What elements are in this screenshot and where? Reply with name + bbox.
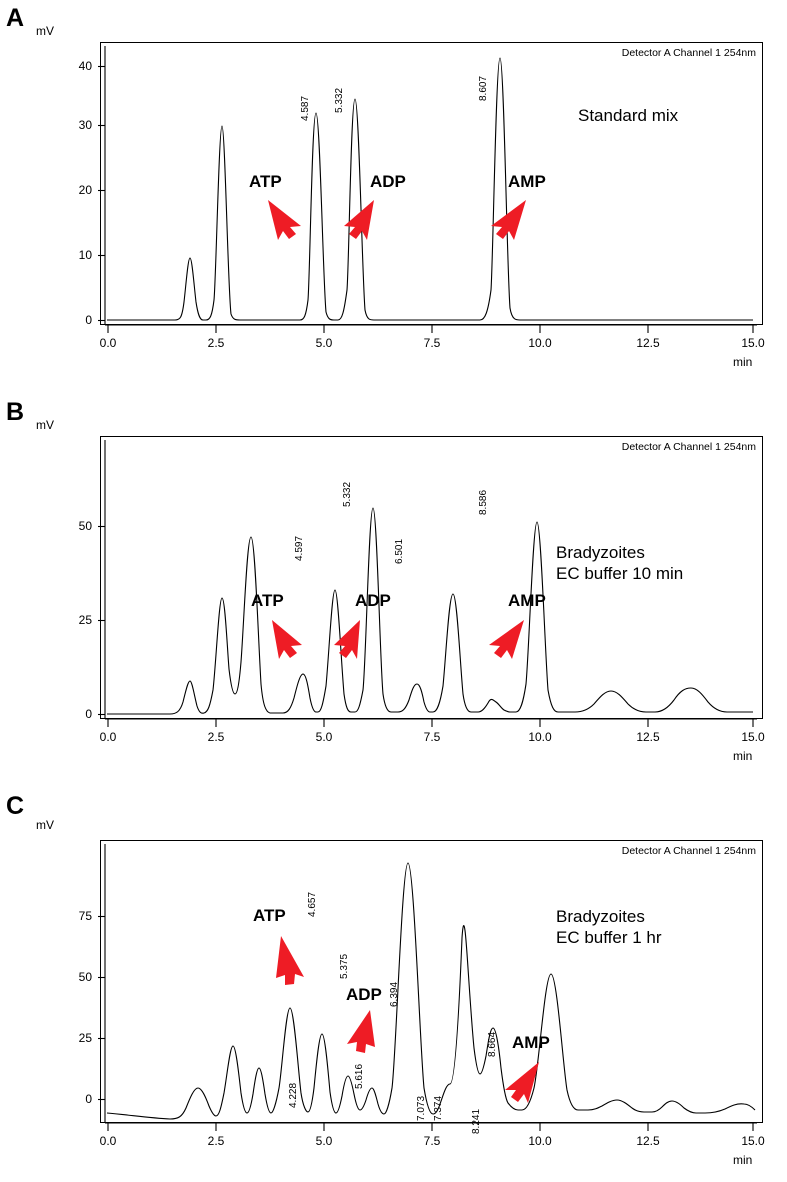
panel-c-letter: C	[6, 792, 25, 820]
panel-c-peak-label-5616: 5.616	[354, 1063, 365, 1089]
panel-c-sample-line-1: Bradyzoites	[556, 907, 645, 926]
panel-a-ytick-2: 20	[78, 183, 92, 197]
panel-a-ytick-3: 30	[78, 118, 92, 132]
panel-a-chart-svg	[0, 0, 787, 394]
panel-b-x-axis-label: min	[733, 749, 753, 763]
panel-b-chart-svg	[0, 394, 787, 788]
panel-a-annotation-adp: ADP	[370, 172, 406, 191]
panel-b-peak-label-4: 8.586	[478, 489, 489, 515]
panel-b-peak-label-3: 6.501	[394, 538, 405, 564]
panel-c-xtick-5: 12.5	[636, 1134, 660, 1148]
panel-c-arrow-amp	[505, 1062, 539, 1103]
panel-c-x-axis-label: min	[733, 1153, 753, 1167]
panel-c-xtick-6: 15.0	[741, 1134, 765, 1148]
panel-b-xtick-4: 10.0	[528, 730, 552, 744]
panel-a-letter: A	[6, 4, 25, 32]
panel-b-arrow-atp	[272, 620, 302, 659]
panel-c-xtick-1: 2.5	[207, 1134, 225, 1148]
panel-b	[0, 394, 787, 788]
panel-b-xtick-1: 2.5	[207, 730, 225, 744]
panel-a-peak-label-3: 8.607	[478, 75, 489, 101]
panel-b-detector-text: Detector A Channel 1 254nm	[621, 441, 756, 453]
panel-b-peak-label-2: 5.332	[342, 481, 353, 507]
panel-c-ytick-3: 75	[78, 909, 92, 923]
panel-b-xtick-3: 7.5	[423, 730, 441, 744]
panel-c-peak-label-8664: 8.664	[487, 1031, 498, 1057]
panel-a-sample-line-1: Standard mix	[578, 106, 679, 125]
panel-a-x-axis-label: min	[733, 355, 753, 369]
panel-c-xtick-2: 5.0	[315, 1134, 333, 1148]
panel-b-peak-label-1: 4.597	[294, 535, 305, 561]
panel-a-peak-label-2: 5.332	[334, 87, 345, 113]
panel-b-letter: B	[6, 398, 25, 426]
panel-c-peak-label-7374: 7.374	[433, 1095, 444, 1121]
panel-a-annotation-atp: ATP	[249, 172, 282, 191]
panel-a-arrow-amp	[491, 200, 526, 240]
panel-a	[0, 0, 787, 394]
panel-c-annotation-adp: ADP	[346, 985, 382, 1004]
panel-b-arrow-adp	[334, 620, 360, 659]
panel-a-ytick-0: 0	[85, 313, 92, 327]
panel-a-xtick-6: 15.0	[741, 336, 765, 350]
panel-c-chart-svg	[0, 788, 787, 1182]
panel-a-xtick-0: 0.0	[99, 336, 117, 350]
panel-a-detector-text: Detector A Channel 1 254nm	[621, 47, 756, 59]
panel-a-xtick-4: 10.0	[528, 336, 552, 350]
panel-c-peak-label-5375: 5.375	[339, 953, 350, 979]
panel-c	[0, 788, 787, 1182]
panel-a-xtick-1: 2.5	[207, 336, 225, 350]
panel-c-xtick-4: 10.0	[528, 1134, 552, 1148]
panel-c-xtick-3: 7.5	[423, 1134, 441, 1148]
panel-b-xtick-6: 15.0	[741, 730, 765, 744]
panel-c-xtick-0: 0.0	[99, 1134, 117, 1148]
panel-c-sample-line-2: EC buffer 1 hr	[556, 928, 662, 948]
panel-b-xtick-5: 12.5	[636, 730, 660, 744]
panel-a-ytick-4: 40	[78, 59, 92, 73]
panel-a-xtick-2: 5.0	[315, 336, 333, 350]
panel-b-sample-line-2: EC buffer 10 min	[556, 564, 684, 584]
panel-c-peak-label-4657: 4.657	[307, 891, 318, 917]
panel-a-peak-label-1: 4.587	[300, 95, 311, 121]
panel-c-ytick-2: 50	[78, 970, 92, 984]
panel-c-detector-text: Detector A Channel 1 254nm	[621, 845, 756, 857]
panel-a-xtick-3: 7.5	[423, 336, 441, 350]
panel-b-xtick-0: 0.0	[99, 730, 117, 744]
panel-a-xtick-5: 12.5	[636, 336, 660, 350]
panel-b-ytick-2: 50	[78, 519, 92, 533]
panel-c-annotation-atp: ATP	[253, 906, 286, 925]
panel-b-annotation-adp: ADP	[355, 591, 391, 610]
panel-b-sample-line-1: Bradyzoites	[556, 543, 645, 562]
panel-a-annotation-amp: AMP	[508, 172, 546, 191]
panel-b-y-axis-label: mV	[36, 418, 54, 432]
panel-b-annotation-atp: ATP	[251, 591, 284, 610]
panel-c-peak-label-6394: 6.394	[389, 981, 400, 1007]
panel-c-ytick-1: 25	[78, 1031, 92, 1045]
panel-a-arrow-atp	[268, 200, 301, 240]
panel-b-ytick-0: 0	[85, 707, 92, 721]
panel-b-xtick-2: 5.0	[315, 730, 333, 744]
panel-c-peak-label-7073: 7.073	[416, 1095, 427, 1121]
panel-b-ytick-1: 25	[78, 613, 92, 627]
panel-c-arrow-adp	[347, 1010, 375, 1053]
panel-a-y-axis-label: mV	[36, 24, 54, 38]
panel-b-arrow-amp	[489, 620, 524, 659]
panel-c-ytick-0: 0	[85, 1092, 92, 1106]
panel-c-peak-label-4228: 4.228	[288, 1082, 299, 1108]
panel-c-annotation-amp: AMP	[512, 1033, 550, 1052]
panel-c-y-axis-label: mV	[36, 818, 54, 832]
panel-c-peak-label-8241: 8.241	[471, 1108, 482, 1134]
panel-a-ytick-1: 10	[78, 248, 92, 262]
panel-c-arrow-atp	[276, 936, 304, 985]
panel-b-annotation-amp: AMP	[508, 591, 546, 610]
